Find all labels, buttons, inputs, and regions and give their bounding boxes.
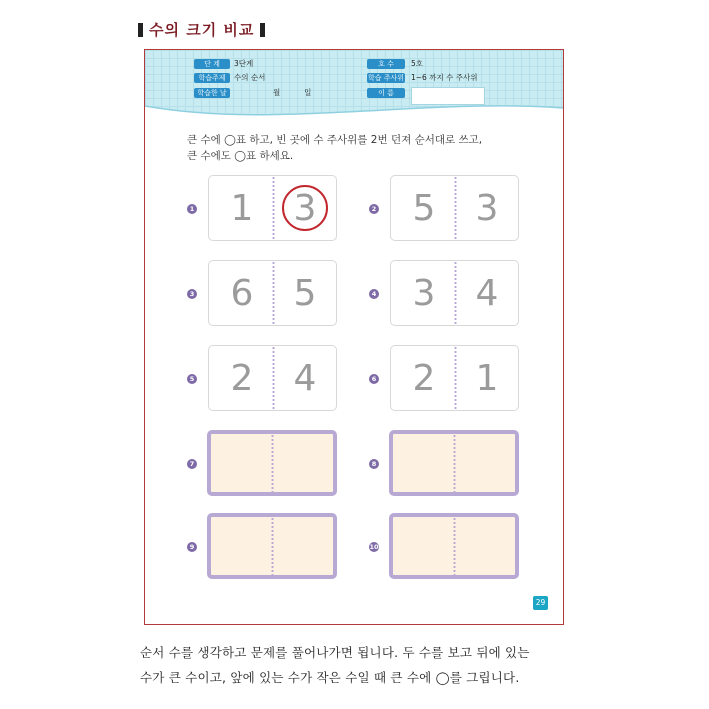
right-number: 1 [475,358,499,399]
problem-number-2: 2 [369,204,379,214]
section-title [138,19,265,40]
left-number: 3 [412,273,436,314]
instruction [187,132,527,164]
problem-number-1: 1 [187,204,197,214]
answer-circle [282,185,328,231]
problem-card-1 [208,175,337,241]
problem-card-4[interactable] [390,260,519,326]
answer-box-9[interactable] [207,513,337,579]
value-stage: 3단계 [234,59,254,68]
explanation-line-1: 순서 수를 생각하고 문제를 풀어나가면 됩니다. 두 수를 보고 뒤에 있는 [140,645,530,660]
answer-box-8[interactable] [389,430,519,496]
problem-number-10: 10 [369,543,379,551]
left-number: 1 [230,188,254,229]
label-date: 학습한 날 [194,88,230,98]
right-number: 5 [293,273,317,314]
box-divider [271,517,274,575]
label-stage: 단 계 [194,59,230,69]
problem-card-3[interactable] [208,260,337,326]
right-number: 3 [293,188,317,229]
header-wave [145,100,563,122]
value-dice: 1~6 까지 수 주사위 [411,73,478,82]
title-text: 수의 크기 비교 [149,21,255,39]
left-number: 6 [230,273,254,314]
instruction-line-2: 큰 수에도 ◯표 하세요. [187,150,294,162]
problem-number-7: 7 [187,459,197,469]
problem-card-2[interactable] [390,175,519,241]
box-divider [453,434,456,492]
answer-box-10[interactable] [389,513,519,579]
page-number-badge: 29 [533,596,548,610]
box-divider [453,517,456,575]
problem-number-4: 4 [369,289,379,299]
title-bar-right [260,23,265,37]
explanation-line-2: 수가 큰 수이고, 앞에 있는 수가 작은 수일 때 큰 수에 ◯를 그립니다. [140,670,520,685]
right-number: 4 [293,358,317,399]
left-number: 2 [230,358,254,399]
box-divider [271,434,274,492]
right-number: 3 [475,188,499,229]
problem-number-9: 9 [187,542,197,552]
label-name: 이 름 [367,88,405,98]
right-number: 4 [475,273,499,314]
title-bar-left [138,23,143,37]
instruction-line-1: 큰 수에 ◯표 하고, 빈 곳에 수 주사위를 2번 던져 순서대로 쓰고, [187,134,483,146]
value-issue: 5호 [411,59,424,68]
problem-number-8: 8 [369,459,379,469]
value-topic: 수의 순서 [234,73,266,82]
problem-number-3: 3 [187,289,197,299]
left-number: 5 [412,188,436,229]
problem-card-5[interactable] [208,345,337,411]
left-number: 2 [412,358,436,399]
explanation [140,640,590,690]
label-topic: 학습주제 [194,73,230,83]
value-date: 월 일 [273,88,312,97]
label-issue: 호 수 [367,59,405,69]
label-dice: 학습 주사위 [367,74,405,82]
answer-box-7[interactable] [207,430,337,496]
worksheet [144,49,564,625]
problem-card-6[interactable] [390,345,519,411]
problem-number-6: 6 [369,374,379,384]
problem-number-5: 5 [187,374,197,384]
